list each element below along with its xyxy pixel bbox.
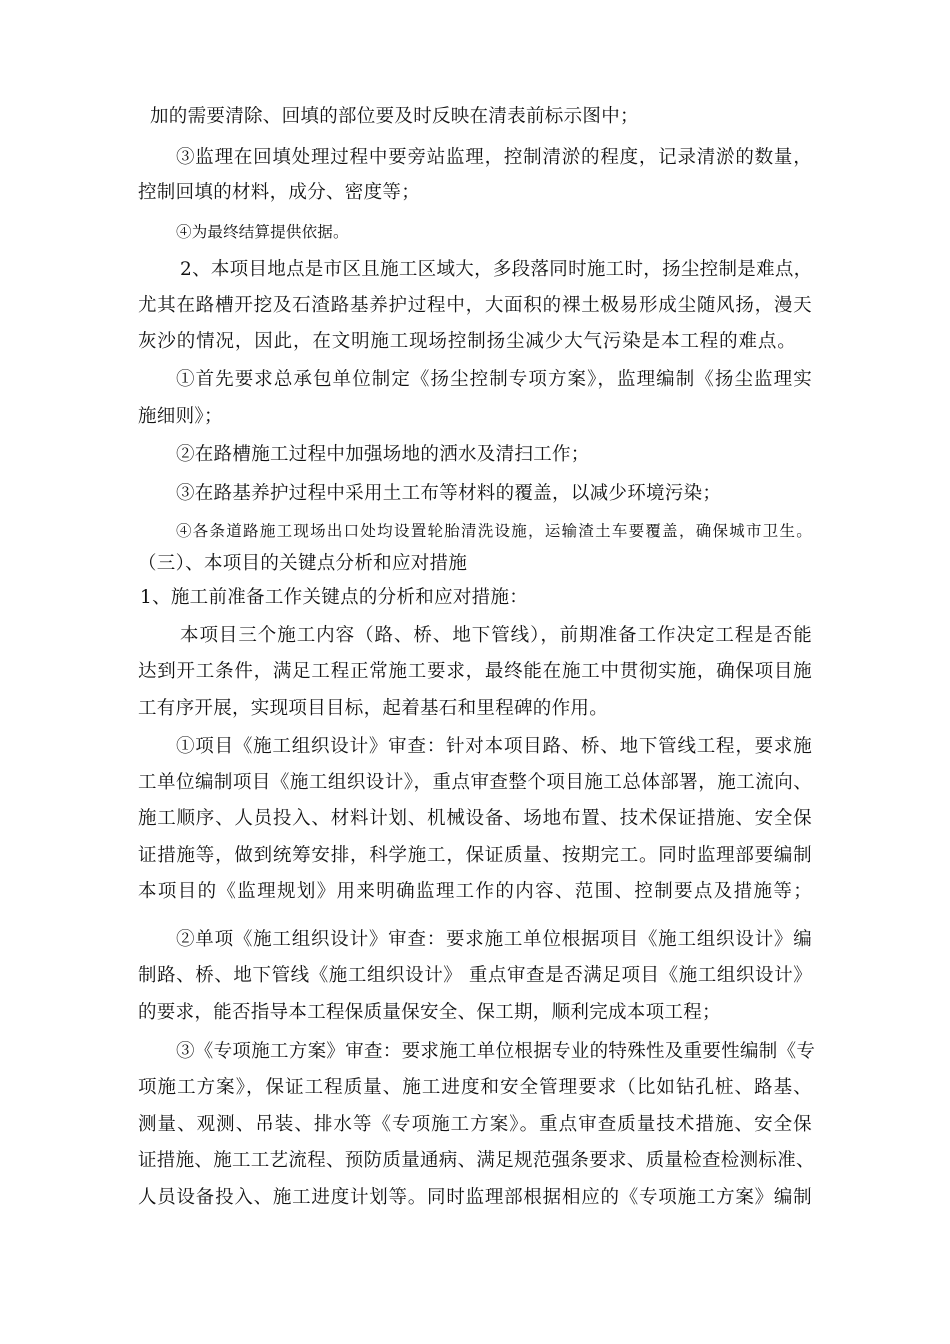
text-line: 本项目的《监理规划》用来明确监理工作的内容、范围、控制要点及措施等； bbox=[138, 881, 812, 902]
text-line: 证措施等，做到统筹安排，科学施工，保证质量、按期完工。同时监理部要编制 bbox=[138, 845, 812, 866]
section-heading: （三）、本项目的关键点分析和应对措施 bbox=[138, 553, 468, 574]
text-line: 测量、观测、吊装、排水等《专项施工方案》。重点审查质量技术措施、安全保 bbox=[138, 1114, 812, 1135]
text-line: 证措施、施工工艺流程、预防质量通病、满足规范强条要求、质量检查检测标准、 bbox=[138, 1150, 815, 1171]
text-line: 灰沙的情况，因此，在文明施工现场控制扬尘减少大气污染是本工程的难点。 bbox=[138, 331, 796, 352]
text-line: ③在路基养护过程中采用土工布等材料的覆盖，以减少环境污染； bbox=[176, 483, 722, 504]
text-line: 制路、桥、地下管线《施工组织设计》 重点审查是否满足项目《施工组织设计》 bbox=[138, 965, 812, 986]
text-line: ③《专项施工方案》审查：要求施工单位根据专业的特殊性及重要性编制《专 bbox=[176, 1041, 816, 1062]
text-line: ②单项《施工组织设计》审查：要求施工单位根据项目《施工组织设计》编 bbox=[176, 929, 812, 950]
text-line: 的要求，能否指导本工程保质量保安全、保工期，顺利完成本项工程； bbox=[138, 1002, 721, 1023]
text-line: 工有序开展，实现项目目标，起着基石和里程碑的作用。 bbox=[138, 698, 609, 719]
text-line: 施工顺序、人员投入、材料计划、机械设备、场地布置、技术保证措施、安全保 bbox=[138, 808, 812, 829]
text-line: 2、本项目地点是市区且施工区域大，多段落同时施工时，扬尘控制是难点， bbox=[180, 259, 813, 280]
text-line: ④为最终结算提供依据。 bbox=[176, 223, 349, 241]
text-line: 施细则》； bbox=[138, 406, 223, 427]
text-line: ④各条道路施工现场出口处均设置轮胎清洗设施，运输渣土车要覆盖，确保城市卫生。 bbox=[176, 522, 812, 540]
text-line: 尤其在路槽开挖及石渣路基养护过程中，大面积的裸土极易形成尘随风扬，漫天 bbox=[138, 295, 812, 316]
subsection-heading: 1、施工前准备工作关键点的分析和应对措施： bbox=[140, 587, 529, 608]
text-line: 本项目三个施工内容（路、桥、地下管线），前期准备工作决定工程是否能 bbox=[180, 625, 812, 646]
text-line: 加的需要清除、回填的部位要及时反映在清表前标示图中； bbox=[150, 106, 639, 127]
text-line: ①首先要求总承包单位制定《扬尘控制专项方案》，监理编制《扬尘监理实 bbox=[176, 369, 812, 390]
text-line: 工单位编制项目《施工组织设计》，重点审查整个项目施工总体部署，施工流向、 bbox=[138, 772, 812, 793]
text-line: 人员设备投入、施工进度计划等。同时监理部根据相应的《专项施工方案》编制 bbox=[138, 1187, 812, 1208]
text-line: 项施工方案》，保证工程质量、施工进度和安全管理要求（比如钻孔桩、路基、 bbox=[138, 1077, 812, 1098]
text-line: ①项目《施工组织设计》审查：针对本项目路、桥、地下管线工程，要求施 bbox=[176, 736, 812, 757]
text-line: ③监理在回填处理过程中要旁站监理，控制清淤的程度，记录清淤的数量， bbox=[176, 147, 812, 168]
text-line: 控制回填的材料，成分、密度等； bbox=[138, 182, 421, 203]
text-line: 达到开工条件，满足工程正常施工要求，最终能在施工中贯彻实施，确保项目施 bbox=[138, 661, 812, 682]
text-line: ②在路槽施工过程中加强场地的洒水及清扫工作； bbox=[176, 444, 590, 465]
